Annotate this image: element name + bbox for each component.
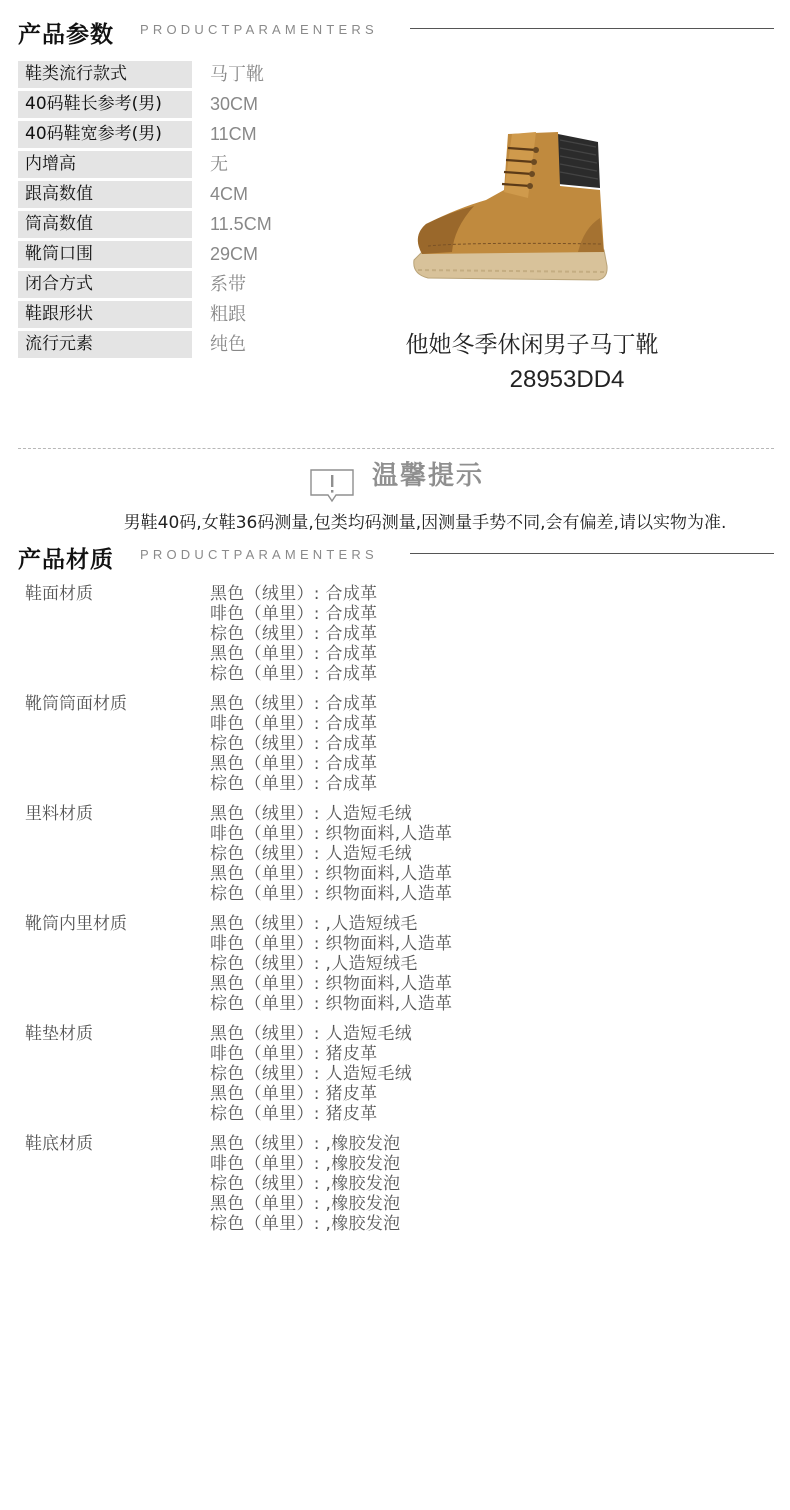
- param-value: 马丁靴: [210, 64, 264, 84]
- param-key: 靴筒口围: [18, 241, 192, 268]
- material-value: 棕色（绒里）: 合成革: [210, 734, 378, 754]
- product-name: 他她冬季休闲男子马丁靴: [405, 332, 659, 358]
- param-value: 无: [210, 154, 228, 174]
- material-key: 靴筒筒面材质: [25, 694, 127, 714]
- material-key: 鞋面材质: [25, 584, 93, 604]
- material-key: 鞋垫材质: [25, 1024, 93, 1044]
- param-row: [18, 300, 338, 330]
- material-value: 黑色（绒里）: 人造短毛绒: [210, 804, 413, 824]
- params-section-title: 产品参数: [18, 22, 114, 48]
- material-value: 啡色（单里）: 织物面料,人造革: [210, 934, 453, 954]
- material-value: 棕色（绒里）: ,橡胶发泡: [210, 1174, 401, 1194]
- header-rule: [410, 28, 774, 29]
- material-value: 黑色（单里）: 合成革: [210, 644, 378, 664]
- param-value: 29CM: [210, 244, 259, 264]
- param-key: 鞋跟形状: [18, 301, 192, 328]
- material-section-header: [18, 535, 774, 573]
- param-row: [18, 240, 338, 270]
- material-value: 棕色（绒里）: 人造短毛绒: [210, 1064, 413, 1084]
- material-value: 棕色（单里）: 合成革: [210, 664, 378, 684]
- tip-title: 温馨提示: [372, 461, 485, 491]
- exclamation-bubble-icon: [310, 469, 354, 503]
- material-value: 棕色（单里）: ,橡胶发泡: [210, 1214, 401, 1234]
- param-value: 30CM: [210, 94, 259, 114]
- material-value: 棕色（绒里）: ,人造短绒毛: [210, 954, 418, 974]
- params-section-subtitle: PRODUCTPARAMENTERS: [140, 22, 378, 37]
- material-value: 啡色（单里）: 合成革: [210, 714, 378, 734]
- param-row: [18, 120, 338, 150]
- param-value: 4CM: [210, 184, 249, 204]
- material-value: 黑色（单里）: 织物面料,人造革: [210, 864, 453, 884]
- material-value: 黑色（绒里）: 合成革: [210, 694, 378, 714]
- material-value: 黑色（绒里）: 人造短毛绒: [210, 1024, 413, 1044]
- material-key: 鞋底材质: [25, 1134, 93, 1154]
- material-value: 棕色（绒里）: 合成革: [210, 624, 378, 644]
- material-value: 棕色（绒里）: 人造短毛绒: [210, 844, 413, 864]
- product-model-number: 28953DD4: [509, 366, 625, 393]
- material-value: 棕色（单里）: 猪皮革: [210, 1104, 378, 1124]
- tip-text: 男鞋40码,女鞋36码测量,包类均码测量,因测量手势不同,会有偏差,请以实物为准.: [123, 513, 727, 533]
- param-row: [18, 90, 338, 120]
- param-row: [18, 210, 338, 240]
- params-section-header: [18, 10, 774, 48]
- param-key: 内增高: [18, 151, 192, 178]
- material-value: 黑色（单里）: 织物面料,人造革: [210, 974, 453, 994]
- material-value: 黑色（单里）: 合成革: [210, 754, 378, 774]
- param-key: 跟高数值: [18, 181, 192, 208]
- product-boot-image: [408, 128, 612, 288]
- param-row: [18, 180, 338, 210]
- material-value: 黑色（绒里）: 合成革: [210, 584, 378, 604]
- param-value: 纯色: [210, 334, 246, 354]
- param-row: [18, 150, 338, 180]
- param-key: 40码鞋长参考(男): [18, 91, 192, 118]
- param-key: 闭合方式: [18, 271, 192, 298]
- param-key: 40码鞋宽参考(男): [18, 121, 192, 148]
- material-value: 啡色（单里）: ,橡胶发泡: [210, 1154, 401, 1174]
- param-value: 粗跟: [210, 304, 246, 324]
- material-value: 棕色（单里）: 织物面料,人造革: [210, 884, 453, 904]
- material-value: 黑色（绒里）: ,橡胶发泡: [210, 1134, 401, 1154]
- param-row: [18, 60, 338, 90]
- material-value: 啡色（单里）: 织物面料,人造革: [210, 824, 453, 844]
- material-section-title: 产品材质: [18, 547, 114, 573]
- material-key: 里料材质: [25, 804, 93, 824]
- params-table: [18, 60, 338, 360]
- material-section-subtitle: PRODUCTPARAMENTERS: [140, 547, 378, 562]
- param-value: 11CM: [210, 124, 257, 144]
- param-row: [18, 330, 338, 360]
- material-value: 啡色（单里）: 猪皮革: [210, 1044, 378, 1064]
- material-key: 靴筒内里材质: [25, 914, 127, 934]
- dashed-divider: [18, 448, 774, 449]
- param-key: 流行元素: [18, 331, 192, 358]
- param-row: [18, 270, 338, 300]
- param-key: 鞋类流行款式: [18, 61, 192, 88]
- material-value: 棕色（单里）: 合成革: [210, 774, 378, 794]
- param-key: 筒高数值: [18, 211, 192, 238]
- material-value: 黑色（单里）: 猪皮革: [210, 1084, 378, 1104]
- param-value: 系带: [210, 274, 246, 294]
- param-value: 11.5CM: [210, 214, 272, 234]
- material-value: 棕色（单里）: 织物面料,人造革: [210, 994, 453, 1014]
- material-value: 黑色（绒里）: ,人造短绒毛: [210, 914, 418, 934]
- material-value: 啡色（单里）: 合成革: [210, 604, 378, 624]
- material-value: 黑色（单里）: ,橡胶发泡: [210, 1194, 401, 1214]
- header-rule: [410, 553, 774, 554]
